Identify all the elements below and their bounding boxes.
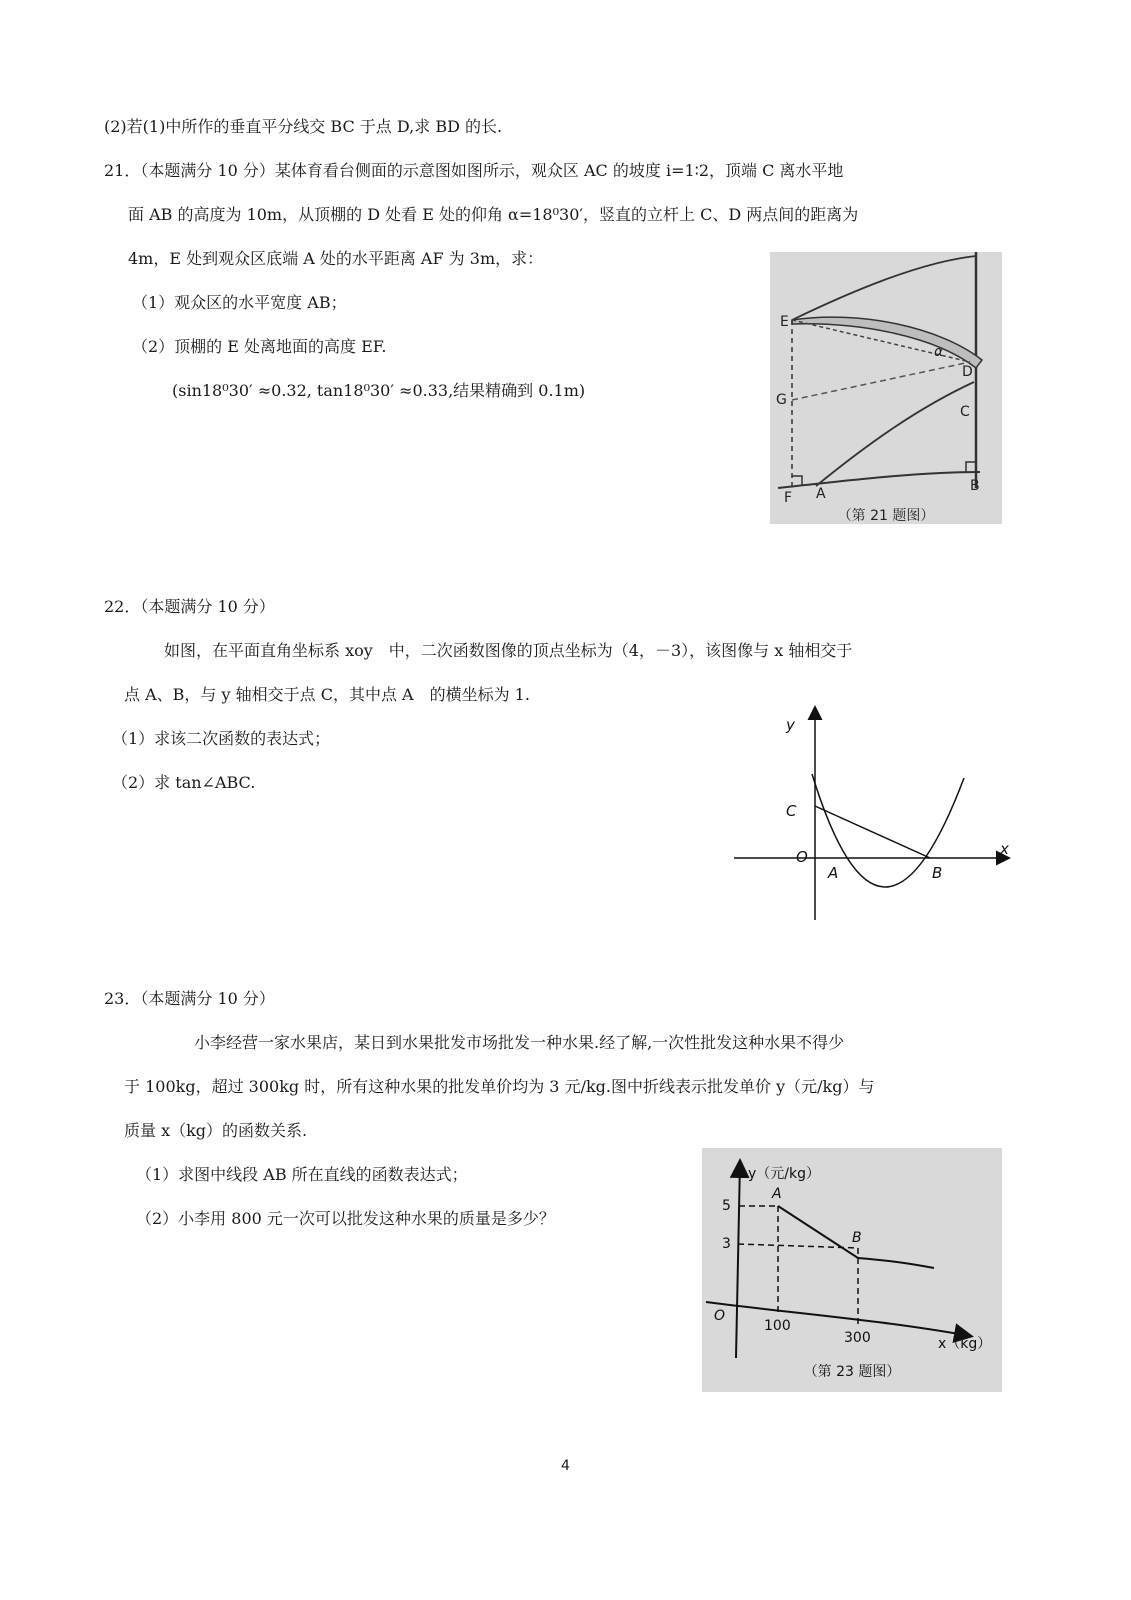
- q21-line3: 4m，E 处到观众区底端 A 处的水平距离 AF 为 3m，求：: [128, 249, 544, 268]
- q23-x-axis: [706, 1302, 970, 1336]
- q23-ylabel: y（元/kg）: [748, 1166, 820, 1182]
- q21-part2: （2）顶棚的 E 处离地面的高度 EF.: [132, 337, 387, 356]
- q23-line3: 质量 x（kg）的函数关系.: [124, 1121, 308, 1140]
- q21-label-c: C: [960, 404, 970, 420]
- q22-label-c: C: [786, 802, 797, 820]
- q22-line2: 点 A、B，与 y 轴相交于点 C，其中点 A 的横坐标为 1.: [124, 685, 530, 704]
- q22-figure: [728, 702, 1018, 924]
- q21-label-f: F: [784, 490, 793, 506]
- q23-point-b: B: [852, 1230, 862, 1246]
- q23-heading: 23．（本题满分 10 分）: [104, 989, 275, 1008]
- q21-label-d: D: [962, 364, 973, 380]
- q22-part2: （2）求 tan∠ABC.: [112, 773, 256, 792]
- q22-heading: 22．（本题满分 10 分）: [104, 597, 275, 616]
- q23-ytick-3: 3: [722, 1236, 731, 1252]
- q21-hint: (sin18⁰30′ ≈0.32, tan18⁰30′ ≈0.33,结果精确到 0.1m): [172, 381, 586, 400]
- q21-caption: （第 21 题图）: [837, 508, 935, 524]
- q22-label-a: A: [828, 864, 839, 882]
- q22-label-b: B: [932, 864, 943, 882]
- q21-label-e: E: [780, 314, 789, 330]
- q21-label-alpha: α: [934, 344, 944, 360]
- q23-y-axis: [736, 1162, 740, 1358]
- q23-segment-ab: [778, 1206, 858, 1258]
- q22-segment-cb: [815, 806, 930, 858]
- q23-ytick-5: 5: [722, 1198, 731, 1214]
- q23-origin: O: [714, 1308, 726, 1324]
- q23-flat-part: [858, 1258, 934, 1268]
- q21-label-g: G: [776, 392, 787, 408]
- page-number: 4: [561, 1458, 570, 1474]
- q23-point-a: A: [772, 1186, 782, 1202]
- q23-xlabel: x（kg）: [938, 1336, 992, 1352]
- q23-line1: 小李经营一家水果店，某日到水果批发市场批发一种水果.经了解,一次性批发这种水果不得少: [194, 1033, 845, 1052]
- q23-xtick-300: 300: [844, 1330, 871, 1346]
- q22-part1: （1）求该二次函数的表达式；: [112, 729, 331, 748]
- q23-figure: [702, 1148, 1002, 1392]
- q23-part2: （2）小李用 800 元一次可以批发这种水果的质量是多少？: [136, 1209, 555, 1228]
- q21-line2: 面 AB 的高度为 10m，从顶棚的 D 处看 E 处的仰角 α=18⁰30′，竖直的立杆上 C、D 两点间的距离为: [128, 205, 859, 224]
- q21-part1: （1）观众区的水平宽度 AB；: [132, 293, 347, 312]
- q21-line1: 21．（本题满分 10 分）某体育看台侧面的示意图如图所示，观众区 AC 的坡度 i=1∶2，顶端 C 离水平地: [104, 161, 844, 180]
- q21-figure: [770, 252, 1002, 524]
- q23-xtick-100: 100: [764, 1318, 791, 1334]
- q21-label-b: B: [970, 478, 980, 494]
- q23-caption: （第 23 题图）: [803, 1364, 901, 1380]
- q21-label-a: A: [816, 486, 826, 502]
- q22-label-o: O: [796, 848, 808, 866]
- q22-line1: 如图，在平面直角坐标系 xoy 中，二次函数图像的顶点坐标为（4，－3），该图像与 x 轴相交于: [164, 641, 853, 660]
- q23-part1: （1）求图中线段 AB 所在直线的函数表达式；: [136, 1165, 468, 1184]
- q23-line2: 于 100kg，超过 300kg 时，所有这种水果的批发单价均为 3 元/kg.图中折线表示批发单价 y（元/kg）与: [124, 1077, 875, 1096]
- q20-part2: (2)若(1)中所作的垂直平分线交 BC 于点 D,求 BD 的长.: [104, 117, 503, 136]
- q22-label-y: y: [786, 716, 795, 734]
- q22-label-x: x: [1000, 840, 1009, 858]
